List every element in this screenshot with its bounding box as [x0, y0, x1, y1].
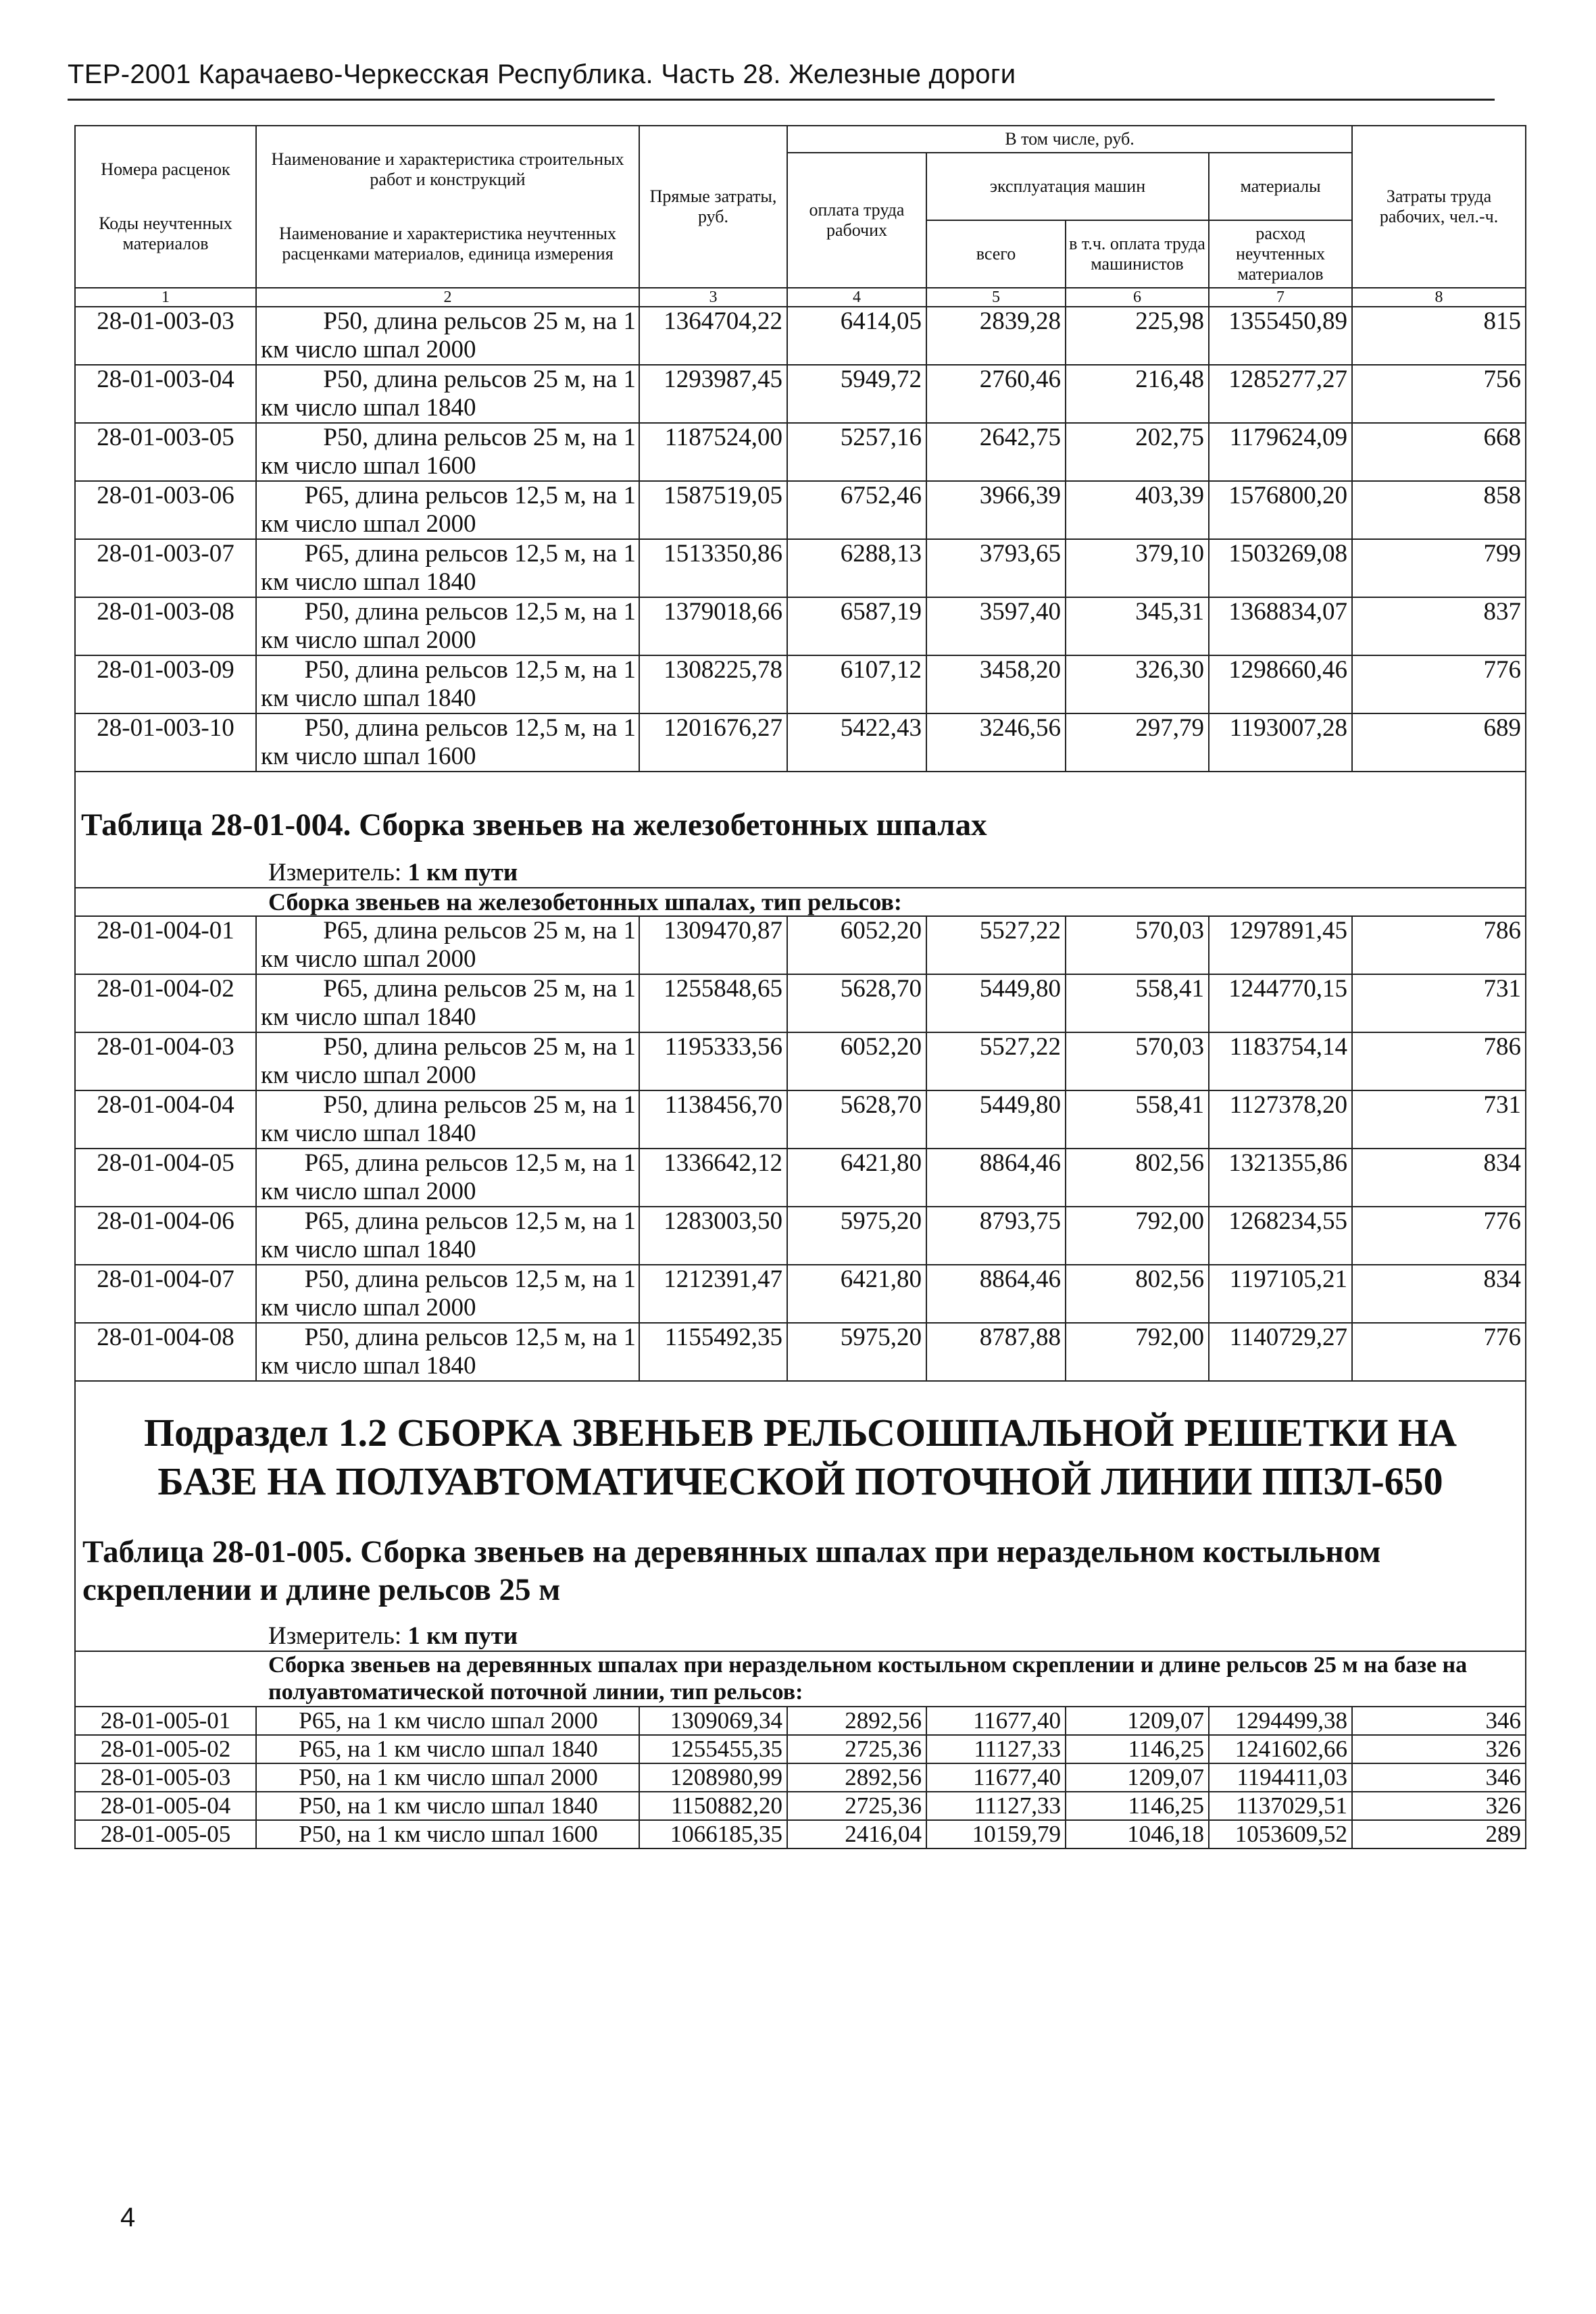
- work-name: [256, 307, 639, 365]
- work-name-line2: км число шпал 1600: [261, 743, 476, 770]
- rates-table: [74, 125, 1526, 1849]
- work-name-line2: км число шпал 2000: [261, 1294, 476, 1322]
- table-row: [75, 423, 1526, 481]
- work-name: [256, 1090, 639, 1149]
- rate-code: 28-01-004-07: [75, 1265, 256, 1323]
- labor-hours: 786: [1352, 916, 1526, 974]
- table-row: [75, 1323, 1526, 1381]
- work-name: [256, 539, 639, 597]
- rate-code: 28-01-003-04: [75, 365, 256, 423]
- machine-cost-total: 10159,79: [926, 1820, 1066, 1848]
- material-cost: 1321355,86: [1209, 1149, 1352, 1207]
- col-header-1-top: Номера расценок: [101, 159, 230, 179]
- material-cost: 1298660,46: [1209, 655, 1352, 713]
- direct-cost: 1283003,50: [639, 1207, 787, 1265]
- material-cost: 1297891,45: [1209, 916, 1352, 974]
- work-name: [256, 423, 639, 481]
- work-name-line1: Р65, длина рельсов 12,5 м, на 1: [304, 482, 636, 509]
- labor-hours: 731: [1352, 974, 1526, 1032]
- material-cost: 1244770,15: [1209, 974, 1352, 1032]
- work-name-line2: км число шпал 1840: [261, 1120, 476, 1147]
- labor-pay: 2892,56: [787, 1707, 926, 1735]
- work-name: [256, 1149, 639, 1207]
- labor-pay: 6752,46: [787, 481, 926, 539]
- labor-hours: 689: [1352, 713, 1526, 772]
- table-row: [75, 1792, 1526, 1820]
- labor-pay: 2892,56: [787, 1763, 926, 1792]
- machine-cost-total: 2839,28: [926, 307, 1066, 365]
- labor-hours: 731: [1352, 1090, 1526, 1149]
- material-cost: 1576800,20: [1209, 481, 1352, 539]
- work-name-line2: км число шпал 2000: [261, 336, 476, 363]
- machinist-pay: 802,56: [1066, 1149, 1209, 1207]
- labor-pay: 2725,36: [787, 1792, 926, 1820]
- table-title-row: [75, 1519, 1526, 1609]
- work-name-line2: км число шпал 1840: [261, 1236, 476, 1263]
- table-row: [75, 1763, 1526, 1792]
- table-row: [75, 365, 1526, 423]
- material-cost: 1285277,27: [1209, 365, 1352, 423]
- labor-pay: 5949,72: [787, 365, 926, 423]
- meter: [75, 1609, 1526, 1651]
- material-cost: 1137029,51: [1209, 1792, 1352, 1820]
- table-row: [75, 597, 1526, 655]
- labor-pay: 5628,70: [787, 1090, 926, 1149]
- labor-pay: 6587,19: [787, 597, 926, 655]
- machine-cost-total: 3246,56: [926, 713, 1066, 772]
- material-cost: 1355450,89: [1209, 307, 1352, 365]
- labor-hours: 834: [1352, 1149, 1526, 1207]
- col-header-incl: В том числе, руб.: [787, 126, 1352, 153]
- machinist-pay: 403,39: [1066, 481, 1209, 539]
- rate-code: 28-01-003-08: [75, 597, 256, 655]
- work-name-line2: км число шпал 1840: [261, 394, 476, 422]
- machinist-pay: 379,10: [1066, 539, 1209, 597]
- labor-pay: 5975,20: [787, 1207, 926, 1265]
- labor-pay: 6414,05: [787, 307, 926, 365]
- table-row: [75, 1735, 1526, 1763]
- rate-code: 28-01-005-05: [75, 1820, 256, 1848]
- meter-row: [75, 1609, 1526, 1651]
- rate-code: 28-01-003-06: [75, 481, 256, 539]
- col-header-2-bottom: Наименование и характеристика неучтенных расценками материалов, единица измерения: [279, 224, 616, 263]
- meter-value: 1 км пути: [407, 859, 518, 886]
- work-name-line1: Р65, длина рельсов 12,5 м, на 1: [304, 1149, 636, 1177]
- col-header-materials: материалы: [1209, 153, 1352, 220]
- labor-hours: 776: [1352, 1323, 1526, 1381]
- col-index: 8: [1352, 288, 1526, 307]
- header-row: [75, 126, 1526, 153]
- direct-cost: 1195333,56: [639, 1032, 787, 1090]
- table-title-row: [75, 806, 1526, 844]
- direct-cost: 1138456,70: [639, 1090, 787, 1149]
- work-name-line1: Р65, длина рельсов 25 м, на 1: [323, 975, 636, 1003]
- work-name-line1: Р50, длина рельсов 12,5 м, на 1: [304, 598, 636, 626]
- table-title-text: Таблица 28-01-004. Сборка звеньев на железобетонных шпалах: [81, 807, 987, 842]
- material-cost: 1140729,27: [1209, 1323, 1352, 1381]
- meter-line: [81, 1609, 1520, 1651]
- work-name-line2: км число шпал 1600: [261, 452, 476, 480]
- table-row: [75, 916, 1526, 974]
- machinist-pay: 1146,25: [1066, 1735, 1209, 1763]
- machinist-pay: 792,00: [1066, 1323, 1209, 1381]
- direct-cost: 1066185,35: [639, 1820, 787, 1848]
- table-row: [75, 1265, 1526, 1323]
- material-cost: 1268234,55: [1209, 1207, 1352, 1265]
- direct-cost: 1212391,47: [639, 1265, 787, 1323]
- machine-cost-total: 5449,80: [926, 974, 1066, 1032]
- work-name: [256, 365, 639, 423]
- machinist-pay: 202,75: [1066, 423, 1209, 481]
- table-row: [75, 713, 1526, 772]
- rate-code: 28-01-004-04: [75, 1090, 256, 1149]
- subhead-row: [75, 888, 1526, 916]
- labor-hours: 834: [1352, 1265, 1526, 1323]
- machine-cost-total: 2642,75: [926, 423, 1066, 481]
- labor-hours: 858: [1352, 481, 1526, 539]
- work-name: [256, 597, 639, 655]
- table-row: [75, 1207, 1526, 1265]
- page-header: ТЕР-2001 Карачаево-Черкесская Республика. Часть 28. Железные дороги: [68, 59, 1016, 89]
- work-name: Р65, на 1 км число шпал 2000: [256, 1707, 639, 1735]
- rate-code: 28-01-003-09: [75, 655, 256, 713]
- labor-hours: 815: [1352, 307, 1526, 365]
- work-name-line1: Р50, длина рельсов 12,5 м, на 1: [304, 656, 636, 684]
- work-name-line1: Р65, длина рельсов 12,5 м, на 1: [304, 540, 636, 568]
- work-name-line1: Р50, длина рельсов 12,5 м, на 1: [304, 714, 636, 742]
- work-name-line2: км число шпал 1840: [261, 684, 476, 712]
- material-cost: 1241602,66: [1209, 1735, 1352, 1763]
- machinist-pay: 558,41: [1066, 974, 1209, 1032]
- table-title: [75, 1519, 1526, 1609]
- labor-hours: 346: [1352, 1707, 1526, 1735]
- material-cost: 1194411,03: [1209, 1763, 1352, 1792]
- rate-code: 28-01-003-07: [75, 539, 256, 597]
- col-header-3: Прямые затраты, руб.: [639, 126, 787, 288]
- machine-cost-total: 8864,46: [926, 1149, 1066, 1207]
- machinist-pay: 802,56: [1066, 1265, 1209, 1323]
- table-row: [75, 655, 1526, 713]
- rate-code: 28-01-004-08: [75, 1323, 256, 1381]
- material-cost: 1127378,20: [1209, 1090, 1352, 1149]
- machinist-pay: 297,79: [1066, 713, 1209, 772]
- labor-hours: 326: [1352, 1735, 1526, 1763]
- work-name-line1: Р50, длина рельсов 25 м, на 1: [323, 1033, 636, 1061]
- labor-pay: 6288,13: [787, 539, 926, 597]
- machine-cost-total: 3793,65: [926, 539, 1066, 597]
- rates-table-body: [75, 126, 1526, 1848]
- material-cost: 1193007,28: [1209, 713, 1352, 772]
- header-rule: [68, 99, 1495, 101]
- rate-code: 28-01-004-02: [75, 974, 256, 1032]
- work-name-line2: км число шпал 1840: [261, 1003, 476, 1031]
- direct-cost: 1255455,35: [639, 1735, 787, 1763]
- labor-pay: 2416,04: [787, 1820, 926, 1848]
- machinist-pay: 570,03: [1066, 916, 1209, 974]
- rate-code: 28-01-004-01: [75, 916, 256, 974]
- direct-cost: 1336642,12: [639, 1149, 787, 1207]
- direct-cost: 1308225,78: [639, 655, 787, 713]
- work-name: [256, 1323, 639, 1381]
- table-title: [75, 806, 1526, 844]
- rate-code: 28-01-005-02: [75, 1735, 256, 1763]
- rate-code: 28-01-005-01: [75, 1707, 256, 1735]
- machine-cost-total: 5527,22: [926, 1032, 1066, 1090]
- col-index: 6: [1066, 288, 1209, 307]
- col-header-2-top: Наименование и характеристика строительных работ и конструкций: [271, 149, 624, 189]
- col-header-6: в т.ч. оплата труда машинистов: [1066, 220, 1209, 288]
- material-cost: 1294499,38: [1209, 1707, 1352, 1735]
- table-title-text: Таблица 28-01-005. Сборка звеньев на деревянных шпалах при нераздельном костыльном скреплении и длине рельсов 25 м: [82, 1534, 1381, 1607]
- subhead: [75, 1651, 1526, 1707]
- table-row: [75, 1149, 1526, 1207]
- subhead-text: Сборка звеньев на железобетонных шпалах, тип рельсов:: [268, 888, 902, 915]
- labor-hours: 346: [1352, 1763, 1526, 1792]
- col-header-7: расход неучтенных материалов: [1209, 220, 1352, 288]
- meter: [75, 844, 1526, 888]
- labor-hours: 668: [1352, 423, 1526, 481]
- work-name-line2: км число шпал 2000: [261, 626, 476, 654]
- machinist-pay: 1209,07: [1066, 1763, 1209, 1792]
- machine-cost-total: 11677,40: [926, 1763, 1066, 1792]
- col-index: 5: [926, 288, 1066, 307]
- subhead: [75, 888, 1526, 916]
- machine-cost-total: 2760,46: [926, 365, 1066, 423]
- direct-cost: 1201676,27: [639, 713, 787, 772]
- col-index: 3: [639, 288, 787, 307]
- meter-row: [75, 844, 1526, 888]
- work-name-line2: км число шпал 1840: [261, 568, 476, 596]
- labor-hours: 776: [1352, 655, 1526, 713]
- direct-cost: 1309470,87: [639, 916, 787, 974]
- direct-cost: 1150882,20: [639, 1792, 787, 1820]
- rate-code: 28-01-003-05: [75, 423, 256, 481]
- work-name: [256, 1032, 639, 1090]
- machine-cost-total: 3458,20: [926, 655, 1066, 713]
- work-name-line2: км число шпал 2000: [261, 510, 476, 538]
- direct-cost: 1208980,99: [639, 1763, 787, 1792]
- labor-hours: 799: [1352, 539, 1526, 597]
- work-name-line2: км число шпал 1840: [261, 1352, 476, 1380]
- labor-hours: 756: [1352, 365, 1526, 423]
- machinist-pay: 326,30: [1066, 655, 1209, 713]
- work-name: [256, 1265, 639, 1323]
- material-cost: 1179624,09: [1209, 423, 1352, 481]
- machine-cost-total: 5449,80: [926, 1090, 1066, 1149]
- meter-line: [81, 844, 1520, 887]
- work-name: [256, 1207, 639, 1265]
- rate-code: 28-01-003-10: [75, 713, 256, 772]
- meter-label: Измеритель:: [268, 859, 402, 886]
- col-header-5: всего: [926, 220, 1066, 288]
- table-row: [75, 307, 1526, 365]
- subhead-row: [75, 1651, 1526, 1707]
- work-name-line1: Р50, длина рельсов 12,5 м, на 1: [304, 1324, 636, 1351]
- machinist-pay: 1146,25: [1066, 1792, 1209, 1820]
- work-name-line2: км число шпал 2000: [261, 1061, 476, 1089]
- col-index: 1: [75, 288, 256, 307]
- direct-cost: 1379018,66: [639, 597, 787, 655]
- machine-cost-total: 11677,40: [926, 1707, 1066, 1735]
- machine-cost-total: 8793,75: [926, 1207, 1066, 1265]
- work-name: [256, 655, 639, 713]
- material-cost: 1183754,14: [1209, 1032, 1352, 1090]
- machinist-pay: 1209,07: [1066, 1707, 1209, 1735]
- subhead-text: Сборка звеньев на деревянных шпалах при нераздельном костыльном скреплении и длине рельсов 25 м на базе на полуавтоматической поточной линии, тип рельсов:: [268, 1653, 1468, 1705]
- labor-hours: 776: [1352, 1207, 1526, 1265]
- work-name: [256, 713, 639, 772]
- document-frame: [74, 125, 1525, 1926]
- labor-pay: 5975,20: [787, 1323, 926, 1381]
- machine-cost-total: 11127,33: [926, 1792, 1066, 1820]
- rate-code: 28-01-004-03: [75, 1032, 256, 1090]
- labor-pay: 6421,80: [787, 1149, 926, 1207]
- col-index: 7: [1209, 288, 1352, 307]
- labor-pay: 6052,20: [787, 1032, 926, 1090]
- machine-cost-total: 8864,46: [926, 1265, 1066, 1323]
- machine-cost-total: 3597,40: [926, 597, 1066, 655]
- labor-hours: 837: [1352, 597, 1526, 655]
- direct-cost: 1309069,34: [639, 1707, 787, 1735]
- meter-value: 1 км пути: [407, 1622, 518, 1650]
- work-name: [256, 974, 639, 1032]
- col-header-8: Затраты труда рабочих, чел.-ч.: [1352, 126, 1526, 288]
- column-index-row: [75, 288, 1526, 307]
- machinist-pay: 792,00: [1066, 1207, 1209, 1265]
- work-name: [256, 481, 639, 539]
- direct-cost: 1587519,05: [639, 481, 787, 539]
- work-name: Р50, на 1 км число шпал 2000: [256, 1763, 639, 1792]
- labor-hours: 326: [1352, 1792, 1526, 1820]
- work-name-line1: Р65, длина рельсов 12,5 м, на 1: [304, 1207, 636, 1235]
- labor-pay: 5257,16: [787, 423, 926, 481]
- work-name-line1: Р50, длина рельсов 12,5 м, на 1: [304, 1265, 636, 1293]
- rate-code: 28-01-004-06: [75, 1207, 256, 1265]
- work-name-line1: Р50, длина рельсов 25 м, на 1: [323, 366, 636, 393]
- col-index: 4: [787, 288, 926, 307]
- subsection: [75, 1381, 1526, 1519]
- labor-pay: 2725,36: [787, 1735, 926, 1763]
- machinist-pay: 345,31: [1066, 597, 1209, 655]
- spacer-row: [75, 772, 1526, 806]
- col-header-1: [75, 126, 256, 288]
- col-header-4: оплата труда рабочих: [787, 153, 926, 288]
- work-name-line1: Р50, длина рельсов 25 м, на 1: [323, 1091, 636, 1119]
- col-header-1-bottom: Коды неучтенных материалов: [99, 213, 232, 253]
- direct-cost: 1293987,45: [639, 365, 787, 423]
- work-name: Р65, на 1 км число шпал 1840: [256, 1735, 639, 1763]
- work-name-line2: км число шпал 2000: [261, 1178, 476, 1205]
- direct-cost: 1513350,86: [639, 539, 787, 597]
- labor-pay: 5628,70: [787, 974, 926, 1032]
- work-name-line1: Р50, длина рельсов 25 м, на 1: [323, 307, 636, 335]
- machine-cost-total: 11127,33: [926, 1735, 1066, 1763]
- machinist-pay: 216,48: [1066, 365, 1209, 423]
- direct-cost: 1364704,22: [639, 307, 787, 365]
- material-cost: 1503269,08: [1209, 539, 1352, 597]
- machinist-pay: 558,41: [1066, 1090, 1209, 1149]
- table-row: [75, 539, 1526, 597]
- table-row: [75, 1820, 1526, 1848]
- table-row: [75, 1707, 1526, 1735]
- work-name-line2: км число шпал 2000: [261, 945, 476, 973]
- col-header-2: [256, 126, 639, 288]
- subsection-title: Подраздел 1.2 СБОРКА ЗВЕНЬЕВ РЕЛЬСОШПАЛЬНОЙ РЕШЕТКИ НА БАЗЕ НА ПОЛУАВТОМАТИЧЕСКОЙ ПОТОЧНОЙ ЛИНИИ ППЗЛ-650: [144, 1411, 1457, 1503]
- col-index: 2: [256, 288, 639, 307]
- machinist-pay: 570,03: [1066, 1032, 1209, 1090]
- work-name: [256, 916, 639, 974]
- labor-pay: 6052,20: [787, 916, 926, 974]
- direct-cost: 1155492,35: [639, 1323, 787, 1381]
- rate-code: 28-01-003-03: [75, 307, 256, 365]
- table-row: [75, 1090, 1526, 1149]
- work-name-line1: Р50, длина рельсов 25 м, на 1: [323, 424, 636, 451]
- machine-cost-total: 8787,88: [926, 1323, 1066, 1381]
- subsection-row: [75, 1381, 1526, 1519]
- labor-pay: 6421,80: [787, 1265, 926, 1323]
- machinist-pay: 1046,18: [1066, 1820, 1209, 1848]
- table-row: [75, 481, 1526, 539]
- labor-hours: 289: [1352, 1820, 1526, 1848]
- labor-pay: 5422,43: [787, 713, 926, 772]
- direct-cost: 1255848,65: [639, 974, 787, 1032]
- rate-code: 28-01-005-04: [75, 1792, 256, 1820]
- direct-cost: 1187524,00: [639, 423, 787, 481]
- machinist-pay: 225,98: [1066, 307, 1209, 365]
- material-cost: 1197105,21: [1209, 1265, 1352, 1323]
- col-header-machines: эксплуатация машин: [926, 153, 1209, 220]
- table-row: [75, 974, 1526, 1032]
- rate-code: 28-01-004-05: [75, 1149, 256, 1207]
- meter-label: Измеритель:: [268, 1622, 402, 1650]
- page-number: 4: [120, 2203, 136, 2232]
- spacer: [75, 772, 1526, 806]
- rate-code: 28-01-005-03: [75, 1763, 256, 1792]
- labor-hours: 786: [1352, 1032, 1526, 1090]
- material-cost: 1053609,52: [1209, 1820, 1352, 1848]
- work-name-line1: Р65, длина рельсов 25 м, на 1: [323, 917, 636, 945]
- material-cost: 1368834,07: [1209, 597, 1352, 655]
- work-name: Р50, на 1 км число шпал 1840: [256, 1792, 639, 1820]
- table-row: [75, 1032, 1526, 1090]
- labor-pay: 6107,12: [787, 655, 926, 713]
- work-name: Р50, на 1 км число шпал 1600: [256, 1820, 639, 1848]
- machine-cost-total: 5527,22: [926, 916, 1066, 974]
- machine-cost-total: 3966,39: [926, 481, 1066, 539]
